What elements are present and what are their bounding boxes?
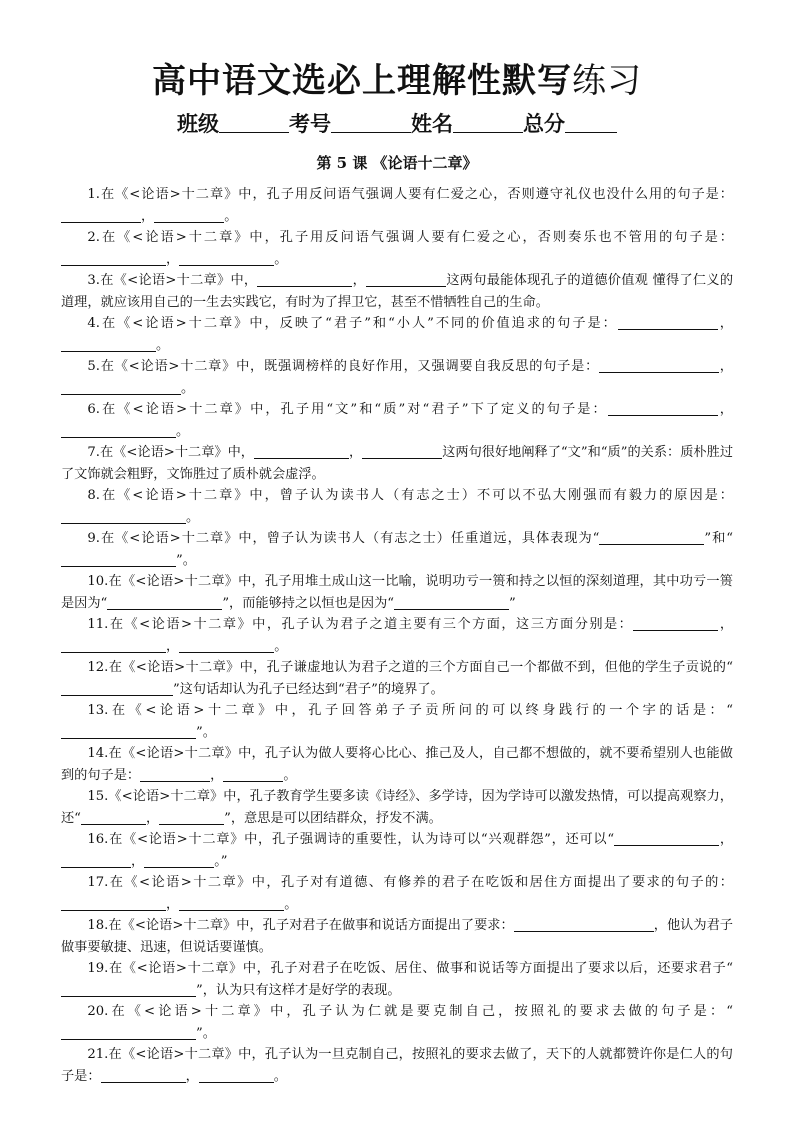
- question-text: 4.在《<论语>十二章》中，反映了“君子”和“小人”不同的价值追求的句子是：: [87, 316, 618, 331]
- lesson-title: 第 5 课 《论语十二章》: [316, 154, 478, 172]
- question-item: [61, 485, 733, 528]
- score-field[interactable]: [565, 112, 617, 133]
- question-item: [61, 614, 733, 657]
- answer-blank[interactable]: [366, 272, 446, 287]
- answer-blank[interactable]: [81, 810, 146, 825]
- question-text: 20.在《<论语>十二章》中，孔子认为仁就是要克制自己，按照礼的要求去做的句子是：“: [87, 1004, 733, 1019]
- question-text: 21.在《<论语>十二章》中，孔子认为一旦克制自己，按照礼的要求去做了，天下的人就都赞许你是仁人的句子是：: [61, 1047, 733, 1084]
- question-text: ，: [141, 208, 155, 224]
- question-text: 17.在《<论语>十二章》中，孔子对有道德、有修养的君子在吃饭和居住方面提出了要求的句子的：: [87, 875, 733, 890]
- answer-blank[interactable]: [61, 1025, 196, 1040]
- question-item: [61, 915, 733, 958]
- question-text: 。: [274, 251, 288, 267]
- answer-blank[interactable]: [179, 638, 274, 653]
- answer-blank[interactable]: [159, 810, 224, 825]
- name-field[interactable]: [453, 112, 523, 133]
- answer-blank[interactable]: [618, 315, 718, 330]
- question-text: 。: [156, 337, 170, 353]
- question-text: ，: [131, 853, 145, 869]
- answer-blank[interactable]: [61, 337, 156, 352]
- question-text: 19.在《<论语>十二章》中，孔子对君子在吃饭、居住、做事和说话等方面提出了要求以后，还要求君子“: [87, 961, 733, 976]
- question-text: ，: [145, 810, 160, 826]
- question-item: [61, 958, 733, 1001]
- question-item: [61, 528, 733, 571]
- answer-blank[interactable]: [254, 444, 349, 459]
- question-item: [61, 1044, 733, 1087]
- answer-blank[interactable]: [61, 552, 176, 567]
- exam-no-field[interactable]: [331, 112, 411, 133]
- question-text: 15.《<论语>十二章》中，孔子教育学生要多读《诗经》、多学诗，因为学诗可以激发热情，可以提高观察力，还“: [61, 789, 733, 826]
- question-item: [61, 227, 733, 270]
- question-text: ”，意思是可以团结群众，抒发不满。: [224, 810, 442, 826]
- answer-blank[interactable]: [223, 767, 283, 782]
- question-text: 14.在《<论语>十二章》中，孔子认为做人要将心比心、推己及人，自己都不想做的，就不要希望别人也能做到的句子是：: [61, 746, 733, 783]
- answer-blank[interactable]: [199, 1068, 274, 1083]
- question-text: 。: [176, 423, 190, 439]
- question-item: [61, 270, 733, 313]
- question-item: [61, 442, 733, 485]
- answer-blank[interactable]: [514, 917, 654, 932]
- answer-blank[interactable]: [257, 272, 352, 287]
- question-text: 11.在《<论语>十二章》中，孔子认为君子之道主要有三个方面，这三方面分别是：: [87, 617, 634, 632]
- question-text: ，: [166, 896, 180, 912]
- question-text: ”这句话却认为孔子已经达到“君子”的境界了。: [173, 681, 444, 697]
- question-item: [61, 872, 733, 915]
- answer-blank[interactable]: [140, 767, 210, 782]
- question-text: 5.在《<论语>十二章》中，既强调榜样的良好作用，又强调要自我反思的句子是：: [87, 359, 600, 374]
- question-text: ，: [210, 767, 224, 783]
- question-text: ，: [718, 617, 734, 632]
- answer-blank[interactable]: [362, 444, 442, 459]
- question-text: 8.在《<论语>十二章》中，曾子认为读书人（有志之士）不可以不弘大刚强而有毅力的原因是：: [87, 488, 733, 503]
- answer-blank[interactable]: [61, 681, 173, 696]
- name-label: 姓名: [411, 112, 453, 136]
- class-label: 班级: [177, 112, 219, 136]
- answer-blank[interactable]: [614, 831, 719, 846]
- title-suffix: 练习: [572, 61, 642, 101]
- answer-blank[interactable]: [608, 401, 718, 416]
- score-label: 总分: [523, 112, 565, 136]
- exam-no-label: 考号: [289, 112, 331, 136]
- question-item: [61, 786, 733, 829]
- question-text: 。: [224, 208, 238, 224]
- answer-blank[interactable]: [61, 509, 186, 524]
- answer-blank[interactable]: [633, 616, 718, 631]
- answer-blank[interactable]: [394, 595, 509, 610]
- question-text: 2.在《<论语>十二章》中，孔子用反问语气强调人要有仁爱之心，否则奏乐也不管用的句子是：: [87, 230, 733, 245]
- question-text: ，: [352, 273, 367, 288]
- question-item: [61, 829, 733, 872]
- question-text: 。: [274, 638, 288, 654]
- question-text: ，: [717, 402, 733, 417]
- answer-blank[interactable]: [61, 251, 166, 266]
- question-text: ，他认为君子做事要敏捷、迅速，但说话要谨慎。: [61, 918, 733, 955]
- question-text: ”。: [196, 1025, 216, 1041]
- title-main: 高中语文选必上理解性默写: [152, 61, 572, 101]
- question-text: 这两句很好地阐释了“文”和“质”的关系：质朴胜过了文饰就会粗野，文饰胜过了质朴就会虚浮。: [61, 445, 734, 482]
- student-info-line: [0, 108, 794, 140]
- question-text: ，: [166, 638, 180, 654]
- question-text: 12.在《<论语>十二章》中，孔子谦虚地认为君子之道的三个方面自己一个都做不到，但他的学生子贡说的“: [87, 660, 733, 675]
- answer-blank[interactable]: [107, 595, 222, 610]
- question-text: ”。: [176, 552, 196, 568]
- question-item: [61, 1001, 733, 1044]
- question-item: [61, 399, 733, 442]
- answer-blank[interactable]: [61, 638, 166, 653]
- question-text: 3.在《<论语>十二章》中，: [87, 273, 258, 288]
- answer-blank[interactable]: [61, 982, 196, 997]
- question-text: ”: [509, 595, 516, 611]
- answer-blank[interactable]: [61, 380, 181, 395]
- question-text: 。: [186, 509, 200, 525]
- question-text: ，: [719, 832, 734, 847]
- question-item: [61, 657, 733, 700]
- question-item: [61, 184, 733, 227]
- answer-blank[interactable]: [179, 251, 274, 266]
- answer-blank[interactable]: [144, 853, 214, 868]
- question-list: [61, 184, 733, 1087]
- question-text: 10.在《<论语>十二章》中，孔子用堆土成山这一比喻，说明功亏一篑和持之以恒的深刻道理，其中功亏一篑是因为“: [61, 574, 733, 611]
- question-text: 。: [284, 896, 298, 912]
- answer-blank[interactable]: [154, 208, 224, 223]
- question-text: ，: [717, 316, 733, 331]
- page-title: [0, 58, 794, 104]
- question-text: 9.在《<论语>十二章》中，曾子认为读书人（有志之士）任重道远，具体表现为“: [87, 531, 600, 546]
- question-text: ，: [185, 1068, 199, 1084]
- question-text: 1.在《<论语>十二章》中，孔子用反问语气强调人要有仁爱之心，否则遵守礼仪也没什么用的句子是：: [87, 187, 733, 202]
- question-text: 13.在《<论语>十二章》中，孔子回答弟子子贡所问的可以终身践行的一个字的话是：“: [87, 703, 733, 718]
- question-text: ，: [719, 359, 733, 374]
- question-text: ”，认为只有这样才是好学的表现。: [196, 982, 401, 998]
- class-field[interactable]: [219, 112, 289, 133]
- answer-blank[interactable]: [599, 358, 719, 373]
- question-item: [61, 700, 733, 743]
- question-text: ”。: [196, 724, 216, 740]
- answer-blank[interactable]: [101, 1068, 186, 1083]
- question-item: [61, 313, 733, 356]
- question-text: ，: [349, 445, 363, 460]
- question-item: [61, 743, 733, 786]
- answer-blank[interactable]: [61, 423, 176, 438]
- question-text: 。: [283, 767, 297, 783]
- answer-blank[interactable]: [61, 208, 141, 223]
- answer-blank[interactable]: [61, 896, 166, 911]
- question-text: 这两句最能体现孔子的道德价值观 懂得了仁义的道理，就应该用自己的一生去实践它，有时为了捍卫它，甚至不惜牺牲自己的生命。: [61, 273, 734, 310]
- answer-blank[interactable]: [179, 896, 284, 911]
- question-text: 。: [273, 1068, 287, 1084]
- answer-blank[interactable]: [61, 853, 131, 868]
- question-item: [61, 571, 733, 614]
- question-item: [61, 356, 733, 399]
- answer-blank[interactable]: [61, 724, 196, 739]
- question-text: 。”: [214, 853, 228, 869]
- question-text: ，: [166, 251, 180, 267]
- question-text: ”和“: [704, 531, 734, 546]
- answer-blank[interactable]: [599, 530, 704, 545]
- question-text: ”，而能够持之以恒也是因为“: [222, 595, 395, 611]
- question-text: 。: [181, 380, 195, 396]
- question-text: 18.在《<论语>十二章》中，孔子对君子在做事和说话方面提出了要求：: [87, 918, 514, 933]
- question-text: 7.在《<论语>十二章》中，: [87, 445, 254, 460]
- question-text: 16.在《<论语>十二章》中，孔子强调诗的重要性，认为诗可以“兴观群怨”，还可以“: [87, 832, 615, 847]
- question-text: 6.在《<论语>十二章》中，孔子用“文”和“质”对“君子”下了定义的句子是：: [87, 402, 608, 417]
